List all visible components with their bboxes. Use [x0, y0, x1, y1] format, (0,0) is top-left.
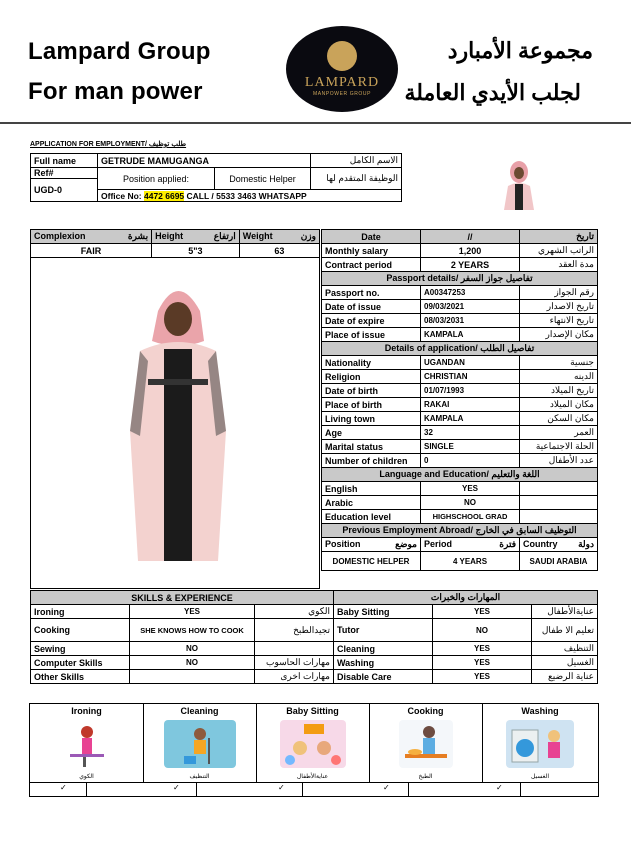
office-contact	[98, 190, 402, 202]
height-header	[152, 230, 240, 244]
skill-washing-value: YES	[433, 656, 532, 670]
skill-babysitting-label: Baby Sitting	[334, 605, 433, 619]
birth-place-value: RAKAI	[421, 398, 520, 412]
prev-country-ar: دولة	[578, 539, 594, 549]
full-name-label: Full name	[31, 154, 98, 168]
contract-period-value: 2 YEARS	[421, 258, 520, 272]
living-town-label: Living town	[322, 412, 421, 426]
skill-computer-ar: مهارات الحاسوب	[255, 656, 334, 670]
cooking-icon	[399, 720, 453, 768]
skill-tutor-ar: تعليم الا طفال	[532, 619, 598, 642]
check-divider	[408, 782, 409, 796]
prev-country-header	[520, 538, 598, 552]
contract-period-label: Contract period	[322, 258, 421, 272]
skill-ironing-ar: الكوي	[255, 605, 334, 619]
age-label: Age	[322, 426, 421, 440]
skill-card-title: Ironing	[71, 706, 102, 716]
complexion-ar: بشرة	[127, 231, 149, 241]
skill-card-ar: الكوي	[79, 774, 94, 780]
place-of-issue-label: Place of issue	[322, 328, 421, 342]
contract-period-ar: مدة العقد	[520, 258, 598, 272]
skill-ironing-label: Ironing	[31, 605, 130, 619]
check-divider	[520, 782, 521, 796]
birth-place-ar: مكان الميلاد	[520, 398, 598, 412]
skill-computer-value: NO	[130, 656, 255, 670]
details-table	[321, 229, 598, 571]
salary-value: 1,200	[421, 244, 520, 258]
birth-place-label: Place of birth	[322, 398, 421, 412]
skill-cleaning-ar: التنظيف	[532, 642, 598, 656]
office-number: 4472 6695	[143, 190, 185, 201]
cleaning-icon	[164, 720, 236, 768]
place-of-issue-value: KAMPALA	[421, 328, 520, 342]
skills-header-en: SKILLS & EXPERIENCE	[31, 591, 334, 605]
prev-position-header	[322, 538, 421, 552]
complexion-value: FAIR	[31, 244, 152, 258]
living-town-ar: مكان السكن	[520, 412, 598, 426]
washing-icon	[506, 720, 574, 768]
passport-label: Passport no.	[322, 286, 421, 300]
logo-face-icon	[327, 41, 357, 71]
skill-card-ar: التنظيف	[189, 774, 210, 780]
date-value: //	[421, 230, 520, 244]
expire-date-label: Date of expire	[322, 314, 421, 328]
passport-ar: رقم الجواز	[520, 286, 598, 300]
skill-babysitting-ar: عنايةالأطفال	[532, 605, 598, 619]
office-suffix: CALL / 5533 3463 WHATSAPP	[184, 190, 307, 201]
skill-card-ar: الطبخ	[418, 774, 433, 780]
skill-cards-divider	[30, 782, 598, 783]
prev-country-value: SAUDI ARABIA	[520, 552, 598, 571]
marital-status-ar: الحلة الاجتماعية	[520, 440, 598, 454]
nationality-label: Nationality	[322, 356, 421, 370]
company-name-ar-line1: مجموعة الأمبارد	[447, 38, 593, 63]
skill-washing-ar: الغسيل	[532, 656, 598, 670]
skill-cooking-ar: تجيدالطبخ	[255, 619, 334, 642]
prev-position-ar: موضع	[395, 539, 417, 549]
place-of-issue-ar: مكان الإصدار	[520, 328, 598, 342]
logo-subtitle: MANPOWER GROUP	[312, 91, 372, 97]
application-label: APPLICATION FOR EMPLOYMENT/ طلب توظيف	[30, 141, 187, 148]
prev-period-label: Period	[424, 539, 453, 549]
marital-status-value: SINGLE	[421, 440, 520, 454]
skill-sewing-value: NO	[130, 642, 255, 656]
religion-ar: الدينه	[520, 370, 598, 384]
skill-babysitting-value: YES	[433, 605, 532, 619]
skill-disable-care-label: Disable Care	[334, 670, 433, 684]
applicant-photo-full	[118, 271, 238, 571]
weight-ar: وزن	[300, 231, 316, 241]
washing-check-icon: ✓	[496, 783, 503, 792]
applicant-photo-small	[484, 156, 554, 210]
skill-disable-care-ar: عناية الرضيع	[532, 670, 598, 684]
weight-label: Weight	[242, 231, 273, 241]
skill-other-label: Other Skills	[31, 670, 130, 684]
skill-computer-label: Computer Skills	[31, 656, 130, 670]
check-divider	[302, 782, 303, 796]
complexion-header	[31, 230, 152, 244]
logo-brand: LAMPARD	[304, 75, 380, 90]
skill-card-cleaning	[143, 704, 257, 782]
full-name-value: GETRUDE MAMUGANGA	[98, 154, 311, 168]
company-logo	[286, 26, 398, 112]
salary-label: Monthly salary	[322, 244, 421, 258]
position-ar: الوظيفة المتقدم لها	[311, 168, 402, 190]
prev-period-header	[421, 538, 520, 552]
passport-header: Passport details/ تفاصيل جواز السفر	[322, 272, 598, 286]
skill-sewing-ar	[255, 642, 334, 656]
skills-header-ar: المهارات والخبرات	[334, 591, 598, 605]
skill-card-ar: عنايةالأطفال	[296, 774, 329, 780]
arabic-value: NO	[421, 496, 520, 510]
education-label: Education level	[322, 510, 421, 524]
office-prefix: Office No:	[101, 190, 144, 201]
children-ar: عدد الأطفال	[520, 454, 598, 468]
application-header: Details of application/ تفاصيل الطلب	[322, 342, 598, 356]
skill-other-ar: مهارات اخرى	[255, 670, 334, 684]
skill-card-cooking	[369, 704, 483, 782]
ref-value: UGD-0	[31, 179, 98, 202]
language-header: Language and Education/ اللغة والتعليم	[322, 468, 598, 482]
skill-card-title: Washing	[521, 706, 559, 716]
skill-disable-care-value: YES	[433, 670, 532, 684]
check-divider	[196, 782, 197, 796]
weight-header	[239, 230, 319, 244]
birth-date-value: 01/07/1993	[421, 384, 520, 398]
date-label: Date	[322, 230, 421, 244]
skill-card-washing	[482, 704, 598, 782]
skill-cooking-label: Cooking	[31, 619, 130, 642]
skill-card-ar: الغسيل	[530, 774, 550, 780]
english-value: YES	[421, 482, 520, 496]
full-name-ar: الاسم الكامل	[311, 154, 402, 168]
previous-employment-header: Previous Employment Abroad/ التوظيف السابق في الخارج	[322, 524, 598, 538]
skill-tutor-label: Tutor	[334, 619, 433, 642]
skill-card-title: Cleaning	[180, 706, 219, 716]
skill-card-title: Cooking	[407, 706, 444, 716]
skill-card-babysitting	[256, 704, 370, 782]
issue-date-value: 09/03/2021	[421, 300, 520, 314]
expire-date-value: 08/03/2031	[421, 314, 520, 328]
prev-period-ar: فترة	[499, 539, 516, 549]
children-label: Number of children	[322, 454, 421, 468]
skill-cooking-value: SHE KNOWS HOW TO COOK	[130, 619, 255, 642]
skill-tutor-value: NO	[433, 619, 532, 642]
prev-period-value: 4 YEARS	[421, 552, 520, 571]
salary-ar: الراتب الشهري	[520, 244, 598, 258]
education-value: HIGHSCHOOL GRAD	[421, 510, 520, 524]
applicant-top-table	[30, 153, 402, 202]
cleaning-check-icon: ✓	[173, 783, 180, 792]
ref-label: Ref#	[31, 168, 98, 179]
company-name-en-line2: For man power	[28, 78, 203, 105]
height-ar: ارتفاع	[213, 231, 236, 241]
birth-date-label: Date of birth	[322, 384, 421, 398]
skill-card-title: Baby Sitting	[286, 706, 339, 716]
skill-cleaning-value: YES	[433, 642, 532, 656]
birth-date-ar: تاريخ الميلاد	[520, 384, 598, 398]
company-name-ar-line2: لجلب الأيدي العاملة	[404, 80, 581, 105]
prev-country-label: Country	[523, 539, 558, 549]
nationality-value: UGANDAN	[421, 356, 520, 370]
education-extra	[520, 510, 598, 524]
ironing-check-icon: ✓	[60, 783, 67, 792]
cooking-check-icon: ✓	[383, 783, 390, 792]
issue-date-label: Date of issue	[322, 300, 421, 314]
skill-cards-strip	[29, 703, 599, 797]
position-label: Position applied:	[98, 168, 215, 190]
height-value: 5"3	[152, 244, 240, 258]
skill-card-ironing	[30, 704, 144, 782]
issue-date-ar: تاريخ الاصدار	[520, 300, 598, 314]
nationality-ar: جنسية	[520, 356, 598, 370]
complexion-label: Complexion	[34, 231, 86, 241]
ironing-icon	[60, 720, 114, 768]
skill-washing-label: Washing	[334, 656, 433, 670]
arabic-label: Arabic	[322, 496, 421, 510]
header-divider	[0, 122, 631, 124]
skill-other-value	[130, 670, 255, 684]
religion-value: CHRISTIAN	[421, 370, 520, 384]
english-extra	[520, 482, 598, 496]
passport-value: A00347253	[421, 286, 520, 300]
prev-position-label: Position	[325, 539, 361, 549]
skill-ironing-value: YES	[130, 605, 255, 619]
children-value: 0	[421, 454, 520, 468]
religion-label: Religion	[322, 370, 421, 384]
date-ar: تاريخ	[520, 230, 598, 244]
position-value: Domestic Helper	[215, 168, 311, 190]
height-label: Height	[155, 231, 184, 241]
arabic-extra	[520, 496, 598, 510]
marital-status-label: Marital status	[322, 440, 421, 454]
age-ar: العمر	[520, 426, 598, 440]
prev-position-value: DOMESTIC HELPER	[322, 552, 421, 571]
babysitting-check-icon: ✓	[278, 783, 285, 792]
check-divider	[86, 782, 87, 796]
weight-value: 63	[239, 244, 319, 258]
english-label: English	[322, 482, 421, 496]
baby-sitting-icon	[280, 720, 346, 768]
living-town-value: KAMPALA	[421, 412, 520, 426]
skill-cleaning-label: Cleaning	[334, 642, 433, 656]
expire-date-ar: تاريخ الانتهاء	[520, 314, 598, 328]
skill-sewing-label: Sewing	[31, 642, 130, 656]
skills-table	[30, 590, 598, 684]
company-name-en-line1: Lampard Group	[28, 38, 211, 65]
age-value: 32	[421, 426, 520, 440]
